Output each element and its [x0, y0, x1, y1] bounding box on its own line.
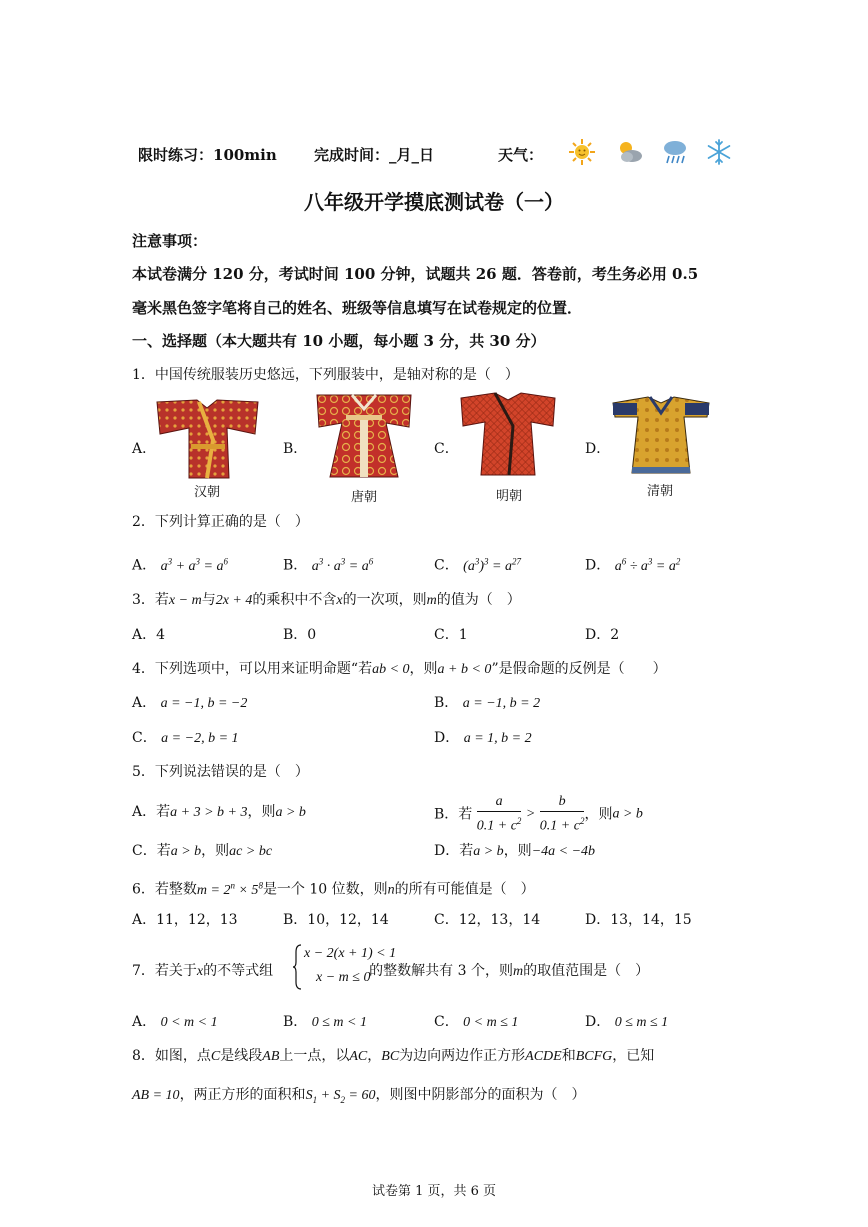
q8-text: ，已知 — [612, 1048, 655, 1064]
rain-icon — [660, 137, 690, 167]
q2-option-d-label: D． — [585, 557, 611, 574]
q7-option-b[interactable]: B． 0 ≤ m < 1 — [283, 1014, 367, 1030]
q4-option-d-label: D． — [434, 730, 460, 746]
q3-option-b[interactable]: B．0 — [283, 627, 317, 643]
q4-option-a-label: A． — [132, 695, 157, 711]
q3-stem-part: 的乘积中不含 — [252, 592, 337, 608]
q5-stem: 5．下列说法错误的是（ ） — [132, 764, 309, 780]
q3-option-a[interactable]: A．4 — [132, 627, 166, 643]
q5-option-d[interactable]: D．若a > b，则−4a < −4b — [434, 843, 596, 859]
q7-stem: 7．若关于x的不等式组 的整数解共有 3 个，则m的取值范围是（ ） — [132, 963, 650, 979]
q4-option-b-label: B． — [434, 695, 459, 711]
q4-option-a[interactable]: A． a = −1, b = −2 — [132, 695, 248, 711]
q6-stem: 6．若整数$m = 2^n \times 5^8$是一个 10 位数，则n的所有可能值是（ ） — [132, 880, 535, 898]
q5-option-a-text: A．若 — [132, 804, 171, 820]
notice-line-2: 毫米黑色签字笔将自己的姓名、班级等信息填写在试卷规定的位置． — [132, 299, 583, 317]
q6-option-c[interactable]: C．12，13，14 — [434, 912, 541, 928]
snowflake-icon — [704, 137, 734, 167]
q5-option-b-text: ，则 — [584, 806, 613, 823]
q4-stem-part: 4．下列选项中，可以用来证明命题“若 — [132, 661, 373, 677]
q1-caption-qing: 清朝 — [646, 484, 673, 499]
q4-option-c[interactable]: C． a = −2, b = 1 — [132, 730, 239, 746]
q2-option-b-label: B． — [283, 557, 308, 574]
q3-option-c[interactable]: C．1 — [434, 627, 468, 643]
q5-option-c[interactable]: C．若a > b，则ac > bc — [132, 843, 273, 859]
q7-option-c[interactable]: C． 0 < m ≤ 1 — [434, 1014, 519, 1030]
q2-option-b[interactable]: B． $a^3 \cdot a^3 = a^6$ — [283, 556, 374, 574]
q8-text: 上一点，以 — [279, 1048, 350, 1064]
han-robe-image — [155, 398, 260, 480]
ming-robe-image — [459, 392, 557, 477]
q8-text: 和 — [561, 1048, 576, 1064]
q7-ineq-2: x − m ≤ 0 — [316, 970, 371, 985]
q2-option-a-label: A． — [132, 557, 157, 574]
q6-option-a[interactable]: A．11，12，13 — [132, 912, 238, 928]
q5-option-a-text: ，则 — [247, 804, 276, 820]
partly-cloudy-icon — [614, 137, 644, 167]
q6-option-d[interactable]: D．13，14，15 — [585, 912, 692, 928]
q2-stem: 2．下列计算正确的是（ ） — [132, 514, 309, 530]
q8-text: 是线段 — [220, 1048, 263, 1064]
q7-brace — [292, 944, 302, 990]
q2-option-a[interactable]: A． $a^3 + a^3 = a^6$ — [132, 556, 228, 574]
q7-option-c-label: C． — [434, 1014, 459, 1030]
q5-option-d-text: D．若 — [434, 843, 474, 859]
q6-stem-part: 的所有可能值是（ ） — [394, 881, 535, 898]
q3-stem: 3．若x − m与2x + 4的乘积中不含x的一次项，则m的值为（ ） — [132, 592, 521, 608]
sun-icon — [567, 137, 597, 167]
q8-line-1: 8．如图，点C是线段AB上一点，以AC，BC为边向两边作正方形ACDE和BCFG，已知 — [132, 1048, 655, 1064]
q7-option-b-label: B． — [283, 1014, 308, 1030]
header-time-limit: 限时练习：100min — [138, 146, 277, 164]
q7-stem-part: 的不等式组 — [203, 963, 274, 979]
q4-option-b[interactable]: B． a = −1, b = 2 — [434, 695, 541, 711]
q3-stem-part: 的值为（ ） — [436, 592, 521, 608]
q2-option-d[interactable]: D． $a^6 \div a^3 = a^2$ — [585, 556, 681, 574]
q6-stem-part: 6．若整数 — [132, 881, 197, 898]
q8-text: ， — [367, 1048, 382, 1064]
q3-stem-part: 与 — [201, 592, 216, 608]
q8-text: ，两正方形的面积和 — [179, 1087, 306, 1103]
q6-stem-part: 是一个 10 位数，则 — [262, 881, 388, 898]
q7-option-a[interactable]: A． 0 < m < 1 — [132, 1014, 218, 1030]
notice-line-1: 本试卷满分 120 分，考试时间 100 分钟，试题共 26 题．答卷前，考生务必用 0.5 — [132, 265, 699, 283]
q5-option-b[interactable]: B．若 $\frac{a}{0.1 + c^2}$ > $\frac{b}{0.1 + c^2}$ ，则a > b — [434, 794, 643, 834]
q3-option-d[interactable]: D．2 — [585, 627, 620, 643]
q5-option-b-text: B．若 — [434, 806, 473, 823]
q4-option-c-label: C． — [132, 730, 157, 746]
q5-option-a[interactable]: A．若a + 3 > b + 3，则a > b — [132, 804, 306, 820]
q1-stem: 1．中国传统服装历史悠远，下列服装中，是轴对称的是（ ） — [132, 367, 519, 383]
q2-option-c-label: C． — [434, 557, 459, 574]
q4-stem-part: ，则 — [409, 661, 438, 677]
q1-label-a: A． — [132, 441, 157, 457]
tang-robe-image — [316, 393, 412, 480]
q8-text: ，则图中阴影部分的面积为（ ） — [375, 1087, 586, 1103]
q7-stem-part: 的整数解共有 3 个，则 — [369, 963, 513, 979]
q1-caption-tang: 唐朝 — [350, 490, 377, 505]
q4-stem-part: ”是假命题的反例是（ ） — [491, 661, 667, 677]
q4-option-d[interactable]: D． a = 1, b = 2 — [434, 730, 532, 746]
q8-text: 为边向两边作正方形 — [399, 1048, 526, 1064]
q7-ineq-1: x − 2(x + 1) < 1 — [304, 946, 397, 961]
q7-inequality-system — [292, 944, 397, 990]
q7-option-a-label: A． — [132, 1014, 157, 1030]
notice-title: 注意事项： — [132, 232, 208, 250]
page-title: 八年级开学摸底测试卷（一） — [304, 190, 564, 214]
q5-option-d-text: ，则 — [503, 843, 532, 859]
qing-robe-image — [612, 395, 710, 475]
header-finish-time: 完成时间：_月_日 — [314, 146, 435, 164]
page-footer: 试卷第 1 页，共 6 页 — [371, 1184, 497, 1199]
q3-stem-part: 的一次项，则 — [342, 592, 427, 608]
q8-text: 8．如图，点 — [132, 1048, 211, 1064]
q2-option-c[interactable]: C． $(a^3)^3 = a^{27}$ — [434, 556, 521, 574]
q3-stem-part: 3．若 — [132, 592, 169, 608]
q1-label-c: C． — [434, 441, 459, 457]
q7-stem-part: 7．若关于 — [132, 963, 197, 979]
q1-label-b: B． — [283, 441, 308, 457]
q1-caption-ming: 明朝 — [495, 489, 522, 504]
q7-stem-part: 的取值范围是（ ） — [523, 963, 650, 979]
q1-label-d: D． — [585, 441, 611, 457]
q5-option-c-text: C．若 — [132, 843, 171, 859]
q8-line-2: AB = 10，两正方形的面积和$S_1 + S_2 = 60$，则图中阴影部分的面积为（ ） — [132, 1087, 586, 1105]
q7-option-d[interactable]: D． 0 ≤ m ≤ 1 — [585, 1014, 669, 1030]
header-weather-label: 天气： — [498, 146, 544, 164]
q6-option-b[interactable]: B．10，12，14 — [283, 912, 389, 928]
section-1-heading: 一、选择题（本大题共有 10 小题，每小题 3 分，共 30 分） — [132, 332, 546, 350]
q4-stem: 4．下列选项中，可以用来证明命题“若ab < 0，则a + b < 0”是假命题的反例是（ ） — [132, 661, 667, 677]
q5-option-c-text: ，则 — [201, 843, 230, 859]
q1-caption-han: 汉朝 — [193, 485, 220, 500]
q7-option-d-label: D． — [585, 1014, 611, 1030]
